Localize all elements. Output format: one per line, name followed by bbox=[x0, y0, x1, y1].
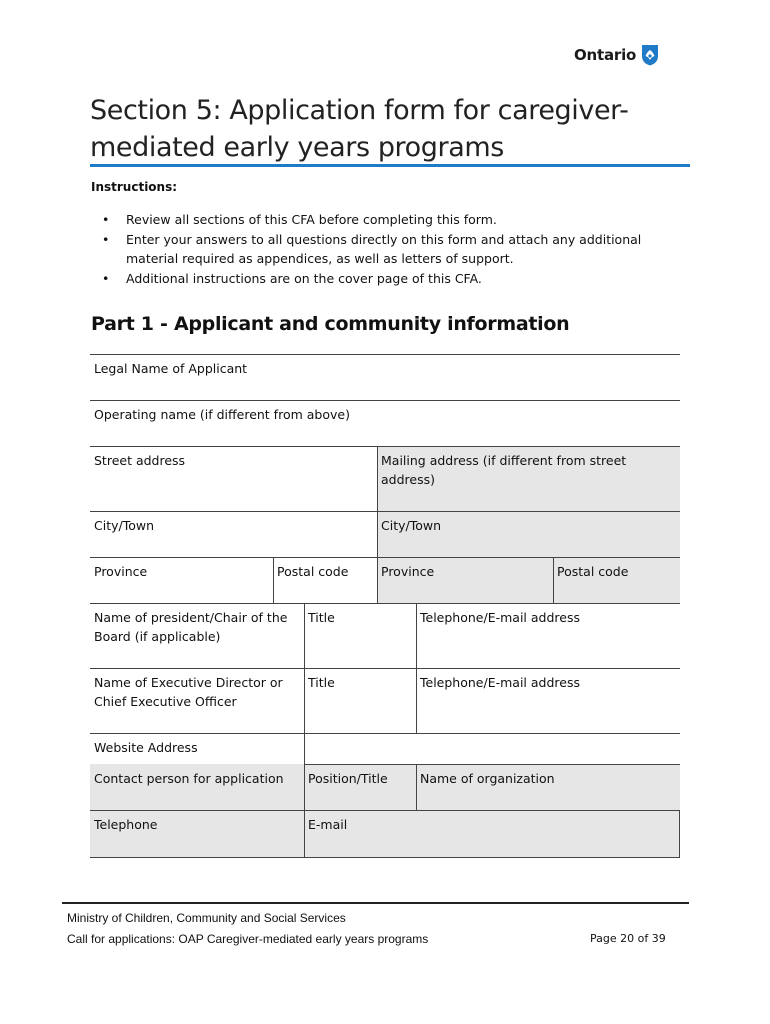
row-divider bbox=[90, 603, 680, 604]
bullet-icon: • bbox=[102, 212, 110, 227]
field-label: Postal code bbox=[557, 564, 629, 579]
column-divider bbox=[304, 603, 305, 857]
logo-text: Ontario bbox=[574, 46, 637, 64]
field-label: Position/Title bbox=[308, 771, 388, 786]
president-title-field[interactable] bbox=[304, 603, 416, 668]
bullet-icon: • bbox=[102, 270, 110, 286]
position-title-field[interactable] bbox=[304, 764, 416, 810]
field-label: Website Address bbox=[94, 740, 198, 755]
trillium-icon bbox=[640, 44, 660, 66]
president-contact-field[interactable] bbox=[416, 603, 680, 668]
city-town-field-1[interactable] bbox=[90, 511, 377, 557]
footer-ministry: Ministry of Children, Community and Social Services bbox=[67, 911, 346, 925]
field-label: Contact person for application bbox=[94, 771, 284, 786]
row-divider bbox=[90, 446, 680, 447]
executive-director-contact-field[interactable] bbox=[416, 668, 680, 733]
title-underline bbox=[90, 164, 690, 167]
page-number: Page 20 of 39 bbox=[590, 932, 666, 945]
president-name-field[interactable] bbox=[90, 603, 304, 668]
footer-divider bbox=[62, 902, 689, 904]
field-label: Province bbox=[94, 564, 148, 579]
row-divider bbox=[90, 668, 680, 669]
row-divider bbox=[90, 354, 680, 355]
row-divider bbox=[90, 511, 680, 512]
list-item bbox=[100, 269, 692, 289]
part-heading: Part 1 - Applicant and community information bbox=[91, 313, 570, 335]
field-label: Postal code bbox=[277, 564, 349, 579]
column-divider bbox=[377, 446, 378, 603]
field-label: Operating name (if different from above) bbox=[94, 407, 350, 422]
row-divider bbox=[90, 400, 680, 401]
postal-code-field-1[interactable] bbox=[273, 557, 377, 603]
row-divider bbox=[304, 764, 680, 765]
field-label: Mailing address (if different from street address) bbox=[381, 453, 627, 487]
instruction-text: Review all sections of this CFA before completing this form. bbox=[126, 212, 497, 227]
field-label: Telephone/E-mail address bbox=[420, 675, 580, 690]
street-address-field[interactable] bbox=[90, 446, 377, 511]
instruction-text: Additional instructions are on the cover page of this CFA. bbox=[126, 270, 482, 286]
field-label: Telephone bbox=[94, 817, 158, 832]
row-divider bbox=[90, 733, 680, 734]
city-town-field-2[interactable] bbox=[377, 511, 680, 557]
executive-director-title-field[interactable] bbox=[304, 668, 416, 733]
field-label: Street address bbox=[94, 453, 186, 468]
list-item bbox=[100, 210, 692, 230]
field-label: Name of organization bbox=[420, 771, 555, 786]
instruction-text: Enter your answers to all questions directly on this form and attach any additional material required as appendices, as well as letters of support. bbox=[126, 231, 642, 266]
field-label: City/Town bbox=[94, 518, 155, 533]
postal-code-field-2[interactable] bbox=[553, 557, 680, 603]
column-divider bbox=[273, 557, 274, 603]
bullet-icon: • bbox=[102, 231, 110, 247]
legal-name-field[interactable] bbox=[90, 354, 680, 400]
mailing-address-field[interactable] bbox=[377, 446, 680, 511]
instructions-list bbox=[100, 210, 692, 288]
column-divider bbox=[679, 810, 680, 857]
province-field-1[interactable] bbox=[90, 557, 273, 603]
telephone-field[interactable] bbox=[90, 810, 304, 857]
footer-program: Call for applications: OAP Caregiver-mediated early years programs bbox=[67, 932, 429, 946]
contact-person-field[interactable] bbox=[90, 764, 304, 810]
field-label: Title bbox=[308, 610, 335, 625]
field-label: City/Town bbox=[381, 518, 442, 533]
website-input[interactable] bbox=[304, 733, 680, 764]
field-label: Name of Executive Director or Chief Executive Officer bbox=[94, 675, 283, 709]
column-divider bbox=[416, 603, 417, 733]
row-divider bbox=[90, 857, 680, 858]
field-label: Title bbox=[308, 675, 335, 690]
website-label-cell bbox=[90, 733, 304, 764]
operating-name-field[interactable] bbox=[90, 400, 680, 446]
page-title: Section 5: Application form for caregiver-mediated early years programs bbox=[90, 95, 629, 163]
ontario-logo bbox=[574, 44, 660, 66]
executive-director-name-field[interactable] bbox=[90, 668, 304, 733]
field-label: Telephone/E-mail address bbox=[420, 610, 580, 625]
field-label: Legal Name of Applicant bbox=[94, 361, 248, 376]
list-item bbox=[100, 230, 692, 269]
organization-field[interactable] bbox=[416, 764, 680, 810]
row-divider bbox=[90, 810, 680, 811]
province-field-2[interactable] bbox=[377, 557, 553, 603]
field-label: E-mail bbox=[308, 817, 348, 832]
row-divider bbox=[90, 557, 680, 558]
field-label: Name of president/Chair of the Board (if applicable) bbox=[94, 610, 288, 644]
column-divider bbox=[416, 764, 417, 810]
email-field[interactable] bbox=[304, 810, 679, 857]
field-label: Province bbox=[381, 564, 435, 579]
column-divider bbox=[553, 557, 554, 603]
applicant-form bbox=[90, 354, 680, 858]
instructions-label: Instructions: bbox=[91, 180, 178, 194]
